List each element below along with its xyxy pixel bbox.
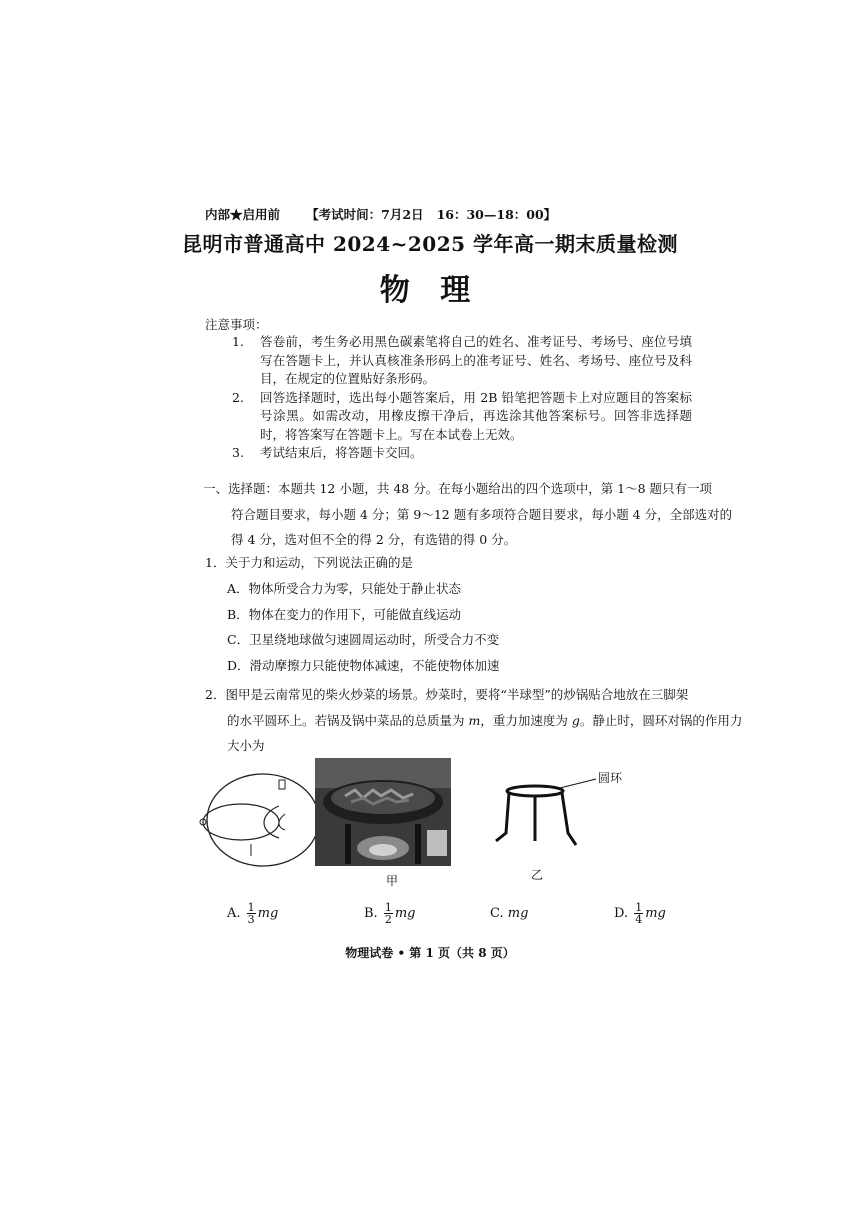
- symbol-mg: mg: [257, 906, 279, 921]
- ring-label: 圆环: [598, 771, 623, 785]
- figure-label-jia: 甲: [386, 874, 399, 888]
- choice-letter: A.: [227, 906, 241, 921]
- question-2-stem: [205, 682, 745, 759]
- tripod-stand-figure: [490, 775, 600, 860]
- symbol-mg: mg: [507, 906, 529, 921]
- notice-heading: 注意事项：: [205, 317, 268, 332]
- question-2-text-b: ，重力加速度为: [480, 712, 572, 728]
- fraction: [634, 902, 643, 925]
- question-1-option-c: C．卫星绕地球做匀速圆周运动时，所受合力不变: [227, 632, 500, 647]
- header-line: [205, 205, 556, 223]
- notice-list: [232, 333, 692, 463]
- section-one-rest: 符合题目要求，每小题 4 分；第 9～12 题有多项符合题目要求，每小题 4 分，全部选对的得 4 分，选对但不全的得 2 分，有选错的得 0 分。: [231, 506, 733, 547]
- fraction-numerator: 1: [247, 901, 255, 914]
- fraction: [247, 902, 256, 925]
- question-2-first-line: 2．图甲是云南常见的柴火炒菜的场景。炒菜时，要将“半球型”的炒锅贴合地放在三脚架: [205, 687, 689, 702]
- subject-title: 物 理: [379, 273, 481, 308]
- choice-letter: B.: [364, 906, 378, 921]
- exam-time: 【考试时间：7月2日 16：30—18：00】: [306, 207, 557, 222]
- question-2-choice-d: [614, 902, 666, 925]
- symbol-mg: mg: [645, 906, 666, 921]
- notice-item: [232, 389, 692, 445]
- symbol-g: g: [571, 712, 580, 728]
- notice-item-number: 1.: [232, 334, 244, 349]
- fraction-numerator: 1: [635, 901, 643, 914]
- symbol-mg: mg: [394, 906, 416, 921]
- cooking-photo: [315, 758, 451, 866]
- fraction: [384, 902, 393, 925]
- notice-item-text: 回答选择题时，选出每小题答案后，用 2B 铅笔把答题卡上对应题目的答案标号涂黑。如需改动，用橡皮擦干净后，再选涂其他答案标号。回答非选择题时，将答案写在答题卡上。写在本试卷上无效。: [260, 389, 692, 442]
- symbol-m: m: [468, 712, 481, 728]
- question-1-option-a: A．物体所受合力为零，只能处于静止状态: [227, 581, 462, 596]
- question-1-option-d: D．滑动摩擦力只能使物体减速，不能使物体加速: [227, 658, 500, 673]
- exam-title: 昆明市普通高中 2024~2025 学年高一期末质量检测: [181, 232, 678, 256]
- question-2-text-a: 的水平圆环上。若锅及锅中菜品的总质量为: [227, 712, 469, 728]
- question-2-text-c: 。静止时，圆环对锅的作用力大小为: [227, 712, 743, 753]
- notice-item-number: 3.: [232, 445, 244, 460]
- notice-item: [232, 444, 692, 463]
- section-one-instructions: [203, 476, 743, 553]
- fraction-denominator: 4: [635, 913, 643, 926]
- fraction-denominator: 3: [247, 913, 255, 926]
- question-1-option-b: B．物体在变力的作用下，可能做直线运动: [227, 607, 462, 622]
- question-2-choice-a: [227, 902, 278, 925]
- page-footer: 物理试卷 • 第 1 页（共 8 页）: [345, 946, 515, 960]
- notice-item-text: 考试结束后，将答题卡交回。: [260, 445, 423, 460]
- choice-letter: D.: [614, 906, 629, 921]
- confidential-mark: 内部★启用前: [205, 207, 281, 222]
- notice-item: [232, 333, 692, 389]
- question-2-choice-b: [364, 902, 415, 925]
- choice-letter: C.: [490, 906, 504, 921]
- wok-sketch-figure: [195, 770, 315, 870]
- question-2-rest: [205, 708, 745, 759]
- figure-label-yi: 乙: [531, 868, 544, 882]
- notice-item-number: 2.: [232, 389, 244, 405]
- fraction-denominator: 2: [384, 913, 392, 926]
- notice-item-text: 答卷前，考生务必用黑色碳素笔将自己的姓名、准考证号、考场号、座位号填写在答题卡上，并认真核准条形码上的准考证号、姓名、考场号、座位号及科目，在规定的位置贴好条形码。: [260, 334, 692, 386]
- question-2-choice-c: [490, 906, 528, 921]
- question-1-stem: 1．关于力和运动，下列说法正确的是: [205, 555, 413, 570]
- section-one-first-line: 一、选择题：本题共 12 小题，共 48 分。在每小题给出的四个选项中，第 1～8 题只有一项: [203, 481, 713, 496]
- fraction-numerator: 1: [384, 901, 392, 914]
